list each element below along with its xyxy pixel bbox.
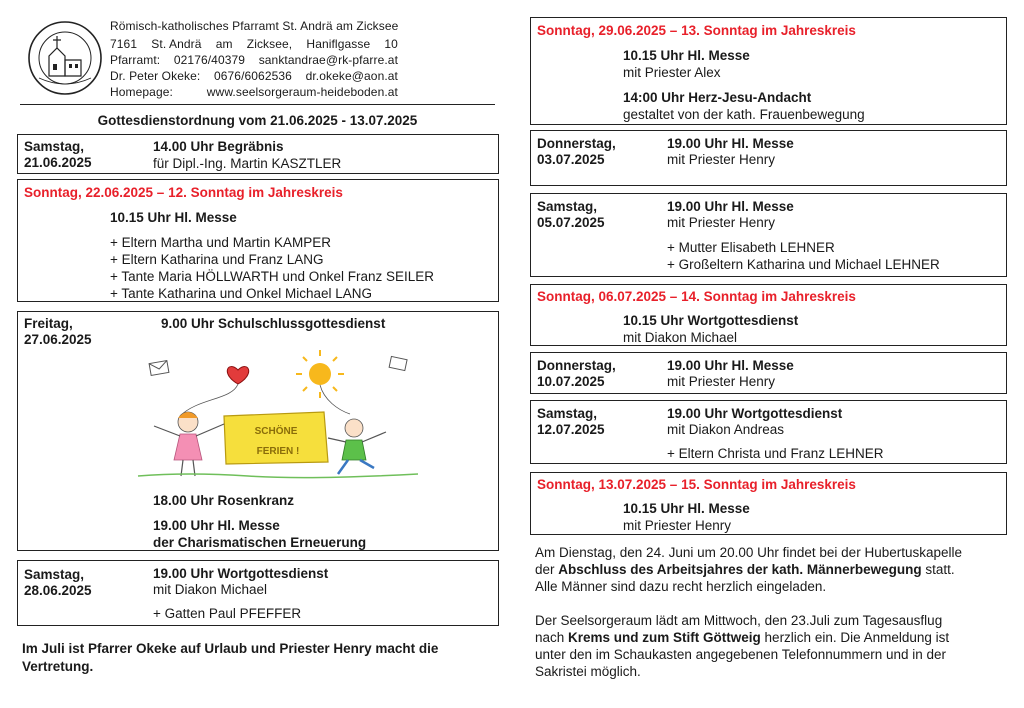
header-homepage [110,84,398,100]
service-box-22-06 [17,179,499,302]
sunday-heading: Sonntag, 13.07.2025 – 15. Sonntag im Jahreskreis [537,477,856,492]
announcement-line: Sakristei möglich. [535,664,641,679]
day-label: Donnerstag, [537,358,616,373]
address-number: 10 [384,37,398,51]
day-label: Samstag, [537,406,598,421]
pfarramt-label: Pfarramt: [110,53,161,67]
service-who: mit Priester Alex [623,65,721,80]
service-time: 9.00 Uhr Schulschlussgottesdienst [161,316,386,331]
children-holiday-icon [128,340,418,480]
address-street: Haniflgasse [306,37,371,51]
announcement-mens-movement [535,544,1005,595]
service-time: 10.15 Uhr Hl. Messe [623,48,750,63]
text-part: herzlich ein. Die Anmeldung ist [760,630,950,645]
intention-item: + Eltern Katharina und Franz LANG [110,252,324,267]
service-box-29-06 [530,17,1007,125]
intention-item: + Großeltern Katharina und Michael LEHNER [667,257,940,272]
banner-text-2: FERIEN ! [256,446,300,457]
service-time: 14.00 Uhr Begräbnis [153,139,284,154]
intention-item: + Tante Maria HÖLLWARTH und Onkel Franz SEILER [110,269,435,284]
devotion-time: 14:00 Uhr Herz-Jesu-Andacht [623,90,812,105]
date-label: 12.07.2025 [537,422,605,437]
service-who: mit Priester Henry [667,152,776,167]
announcement-line: Am Dienstag, den 24. Juni um 20.00 Uhr findet bei der Hubertuskapelle [535,545,962,560]
service-box-28-06 [17,560,499,626]
day-label: Donnerstag, [537,136,616,151]
date-label: 27.06.2025 [24,332,92,347]
service-who: mit Diakon Michael [153,582,268,597]
seal-icon [27,20,103,96]
holiday-illustration [128,340,418,480]
header-priest [110,68,398,84]
sunday-heading: Sonntag, 22.06.2025 – 12. Sonntag im Jahreskreis [24,185,343,200]
service-time: 10.15 Uhr Hl. Messe [623,501,750,516]
date-label: 10.07.2025 [537,374,605,389]
page-title: Gottesdienstordnung vom 21.06.2025 - 13.07.2025 [97,113,418,128]
date-label: 03.07.2025 [537,152,605,167]
text-part: der [535,562,559,577]
address-town: St. Andrä [151,37,202,51]
announcement-line [535,561,1005,578]
service-who: mit Priester Henry [667,374,776,389]
intention-item: + Gatten Paul PFEFFER [153,606,302,621]
service-time: 10.15 Uhr Hl. Messe [110,210,237,225]
mass-group: der Charismatischen Erneuerung [153,535,367,550]
service-time: 19.00 Uhr Hl. Messe [667,136,794,151]
vacation-note: Im Juli ist Pfarrer Okeke auf Urlaub und Priester Henry macht die Vertretung. [22,641,439,674]
homepage-label: Homepage: [110,85,173,99]
highlight-text: Abschluss des Arbeitsjahres der kath. Männerbewegung [558,562,922,577]
pfarramt-phone: 02176/40379 [173,53,246,67]
service-time: 10.15 Uhr Wortgottesdienst [623,313,799,328]
priest-email: dr.okeke@aon.at [305,69,398,83]
pfarramt-email: sanktandrae@rk-pfarre.at [258,53,398,67]
intention-item: + Eltern Christa und Franz LEHNER [667,446,884,461]
text-part: nach [535,630,569,645]
banner-text-1: SCHÖNE [254,426,298,437]
parish-seal [27,20,103,96]
mass-time: 19.00 Uhr Hl. Messe [153,518,280,533]
header-address [110,36,398,52]
service-time: 19.00 Uhr Hl. Messe [667,358,794,373]
announcement-line: Alle Männer sind dazu recht herzlich eingeladen. [535,579,827,594]
priest-phone: 0676/6062536 [213,69,292,83]
day-label: Samstag, [24,567,85,582]
service-time: 19.00 Uhr Wortgottesdienst [667,406,843,421]
devotion-who: gestaltet von der kath. Frauenbewegung [623,107,865,122]
service-box-05-07 [530,193,1007,277]
service-who: mit Priester Henry [623,518,732,533]
service-box-27-06 [17,311,499,551]
address-am: am [215,37,233,51]
announcement-excursion [535,612,1005,680]
header-pfarramt [110,52,398,68]
intention-item: + Eltern Martha und Martin KAMPER [110,235,331,250]
rosary-time: 18.00 Uhr Rosenkranz [153,493,295,508]
service-who: mit Diakon Michael [623,330,738,345]
intention-item: + Mutter Elisabeth LEHNER [667,240,835,255]
address-lake: Zicksee, [246,37,293,51]
announcement-line: Der Seelsorgeraum lädt am Mittwoch, den 23.Juli zum Tagesausflug [535,613,943,628]
highlight-text: Krems und zum Stift Göttweig [568,630,761,645]
service-box-10-07 [530,352,1007,394]
sunday-heading: Sonntag, 29.06.2025 – 13. Sonntag im Jahreskreis [537,23,856,38]
intention-item: + Tante Katharina und Onkel Michael LANG [110,286,373,301]
header-divider [20,104,495,105]
sunday-heading: Sonntag, 06.07.2025 – 14. Sonntag im Jahreskreis [537,289,856,304]
service-who: mit Diakon Andreas [667,422,785,437]
day-label: Samstag, [537,199,598,214]
text-part: statt. [921,562,955,577]
service-time: 19.00 Uhr Hl. Messe [667,199,794,214]
service-box-21-06 [17,134,499,174]
homepage-url[interactable]: www.seelsorgeraum-heideboden.at [206,85,398,99]
service-box-06-07 [530,284,1007,346]
service-box-12-07 [530,400,1007,464]
date-label: 28.06.2025 [24,583,92,598]
day-label: Samstag, [24,139,85,154]
announcement-line [535,629,1005,646]
header-line-1: Römisch-katholisches Pfarramt St. Andrä am Zicksee [110,19,399,33]
date-label: 21.06.2025 [24,155,92,170]
service-who: mit Priester Henry [667,215,776,230]
service-note: für Dipl.-Ing. Martin KASZTLER [153,156,342,171]
priest-name: Dr. Peter Okeke: [110,69,201,83]
date-label: 05.07.2025 [537,215,605,230]
address-zip: 7161 [110,37,138,51]
service-box-03-07 [530,130,1007,186]
service-box-13-07 [530,472,1007,535]
day-label: Freitag, [24,316,73,331]
service-time: 19.00 Uhr Wortgottesdienst [153,566,329,581]
announcement-line: unter den im Schaukasten angegebenen Telefonnummern und in der [535,647,947,662]
